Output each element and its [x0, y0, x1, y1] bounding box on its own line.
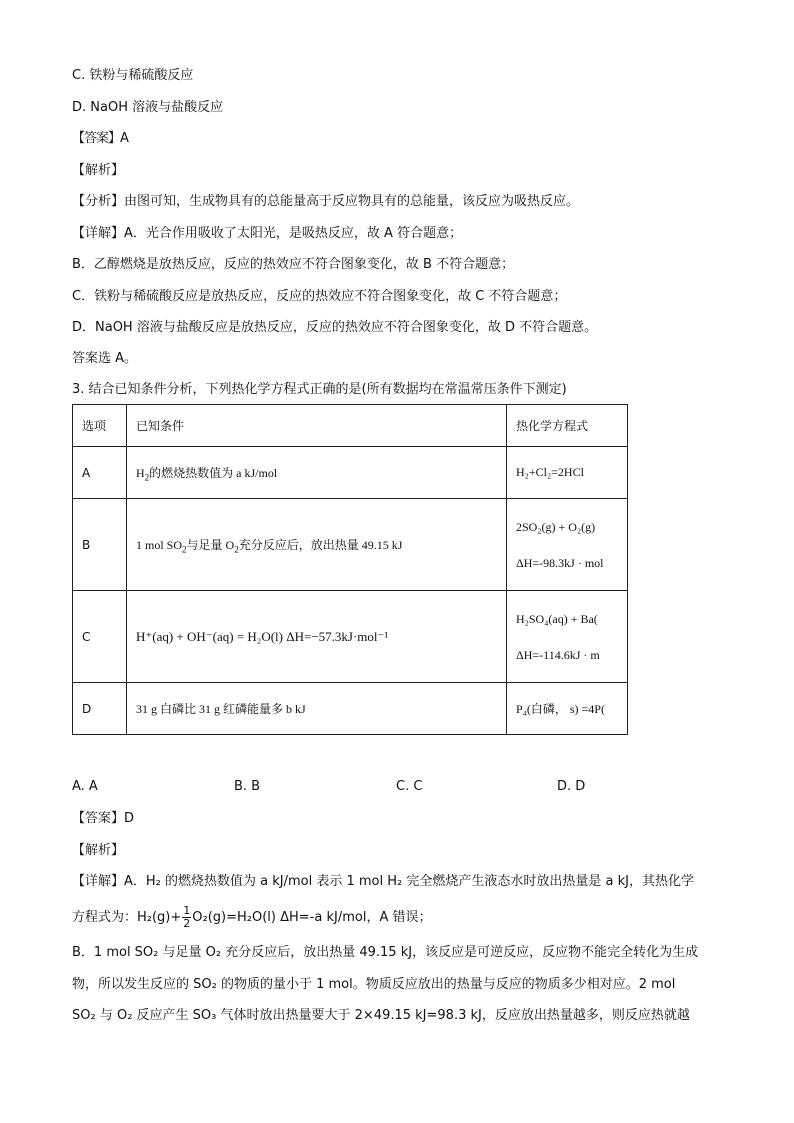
- explain-d: D．NaOH 溶液与盐酸反应是放热反应，反应的热效应不符合图象变化，故 D 不符合题意。: [72, 320, 598, 335]
- row-condition: 1 mol $SO_2$与足量 $O_2$充分反应后，放出热量 49.15 kJ: [127, 499, 507, 591]
- row-condition: $H_2$的燃烧热数值为 a kJ/mol: [127, 447, 507, 499]
- analysis-label-2: 【解析】: [72, 843, 125, 858]
- xiangjie-label: 【详解】: [72, 226, 125, 241]
- equation-line: 2SO₂(g) + O₂(g): [516, 519, 596, 534]
- row-option: D: [73, 683, 127, 735]
- row-condition: 31 g 白磷比 31 g 红磷能量多 b kJ: [127, 683, 507, 735]
- row-equation: [507, 499, 628, 591]
- explain-c: C．铁粉与稀硫酸反应是放热反应，反应的热效应不符合图象变化，故 C 不符合题意；: [72, 289, 567, 304]
- detail-line-4: 物，所以发生反应的 SO₂ 的物质的量小于 1 mol。物质反应放出的热量与反应的物质多少相对应。2 mol: [72, 977, 676, 992]
- answer-value: D: [124, 811, 135, 826]
- detail-text: A．H₂ 的燃烧热数值为 a kJ/mol 表示 1 mol H₂ 完全燃烧产生液态水时放出热量是 a kJ，其热化学: [124, 874, 694, 889]
- choice-a: A. A: [72, 779, 98, 794]
- choice-c: C. C: [396, 779, 423, 794]
- header-condition: 已知条件: [127, 405, 507, 447]
- table-row: [73, 499, 628, 591]
- row-condition: H⁺(aq) + OH⁻(aq) = H₂O(l) ΔH=−57.3kJ·mol⁻¹: [127, 591, 507, 683]
- detail-line-1: [72, 873, 694, 891]
- fenxi-label: 【分析】: [72, 194, 125, 209]
- header-equation: 热化学方程式: [507, 405, 628, 447]
- answer-label: 【答案】: [72, 131, 121, 146]
- choice-d: D. D: [557, 779, 586, 794]
- detail-line-3: B．1 mol SO₂ 与足量 O₂ 充分反应后，放出热量 49.15 kJ，该反应是可逆反应，反应物不能完全转化为生成: [72, 945, 699, 960]
- option-c-text: C. 铁粉与稀硫酸反应: [72, 68, 194, 83]
- analysis-label-1: 【解析】: [72, 163, 125, 178]
- answer-value: A: [120, 131, 129, 146]
- fenxi-text: 由图可知，生成物具有的总能量高于反应物具有的总能量，该反应为吸热反应。: [124, 194, 580, 209]
- fraction-one-half: $\frac{1}{2}$: [183, 904, 191, 930]
- xiangjie-label: 【详解】: [72, 874, 125, 889]
- question-3-table: [72, 404, 628, 735]
- row-option: C: [73, 591, 127, 683]
- answer-line-1: [72, 130, 129, 148]
- answer-label: 【答案】: [72, 811, 125, 826]
- table-row: [73, 683, 628, 735]
- table-header-row: [73, 405, 628, 447]
- header-option: 选项: [73, 405, 127, 447]
- table-row: [73, 447, 628, 499]
- detail-line-2: 方程式为：H₂(g)+ $\frac{1}{2}$ O₂(g)=H₂O(l) ΔH=-a kJ/mol，A 错误；: [72, 904, 432, 930]
- equation-line: H₂SO₄(aq) + Ba(: [516, 611, 598, 626]
- question-3-stem: 3. 结合已知条件分析，下列热化学方程式正确的是(所有数据均在常温常压条件下测定): [72, 382, 567, 397]
- table-row: [73, 591, 628, 683]
- equation-line: ΔH=-114.6kJ · m: [516, 647, 600, 662]
- equation-line: ΔH=-98.3kJ · mol: [516, 555, 604, 570]
- row-option: A: [73, 447, 127, 499]
- detail-line-5: SO₂ 与 O₂ 反应产生 SO₃ 气体时放出热量要大于 2×49.15 kJ=98.3 kJ，反应放出热量越多，则反应热就越: [72, 1008, 690, 1023]
- xiangjie-line: [72, 225, 462, 243]
- fenxi-line: [72, 193, 579, 211]
- choice-b: B. B: [234, 779, 261, 794]
- explain-b: B．乙醇燃烧是放热反应，反应的热效应不符合图象变化，故 B 不符合题意；: [72, 257, 515, 272]
- row-equation: H₂+Cl₂=2HCl: [507, 447, 628, 499]
- conclusion-text: 答案选 A。: [72, 351, 138, 366]
- row-equation: [507, 591, 628, 683]
- answer-line-2: [72, 810, 134, 828]
- xiangjie-text: A．光合作用吸收了太阳光，是吸热反应，故 A 符合题意；: [124, 226, 463, 241]
- row-equation: P₄(白磷， s) =4P(: [507, 683, 628, 735]
- row-option: B: [73, 499, 127, 591]
- option-d-text: D. NaOH 溶液与盐酸反应: [72, 100, 224, 115]
